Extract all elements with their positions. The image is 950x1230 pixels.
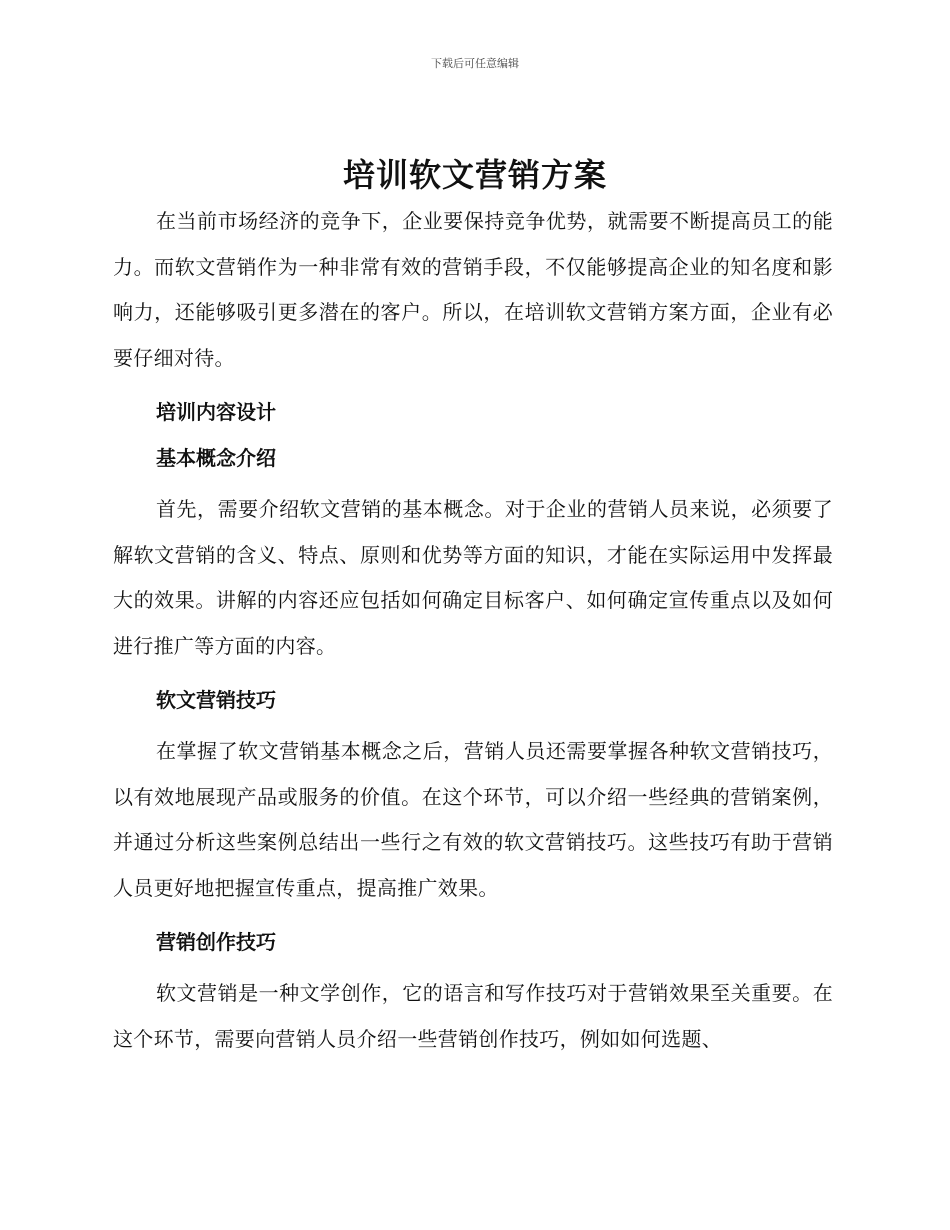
document-body bbox=[113, 199, 833, 1062]
skills-paragraph: 在掌握了软文营销基本概念之后，营销人员还需要掌握各种软文营销技巧，以有效地展现产品或服务的价值。在这个环节，可以介绍一些经典的营销案例，并通过分析这些案例总结出一些行之有效的软文营销技巧。这些技巧有助于营销人员更好地把握宣传重点，提高推广效果。 bbox=[113, 739, 833, 900]
heading-basic-concepts: 基本概念介绍 bbox=[156, 446, 276, 470]
basic-concepts-paragraph: 首先，需要介绍软文营销的基本概念。对于企业的营销人员来说，必须要了解软文营销的含义、特点、原则和优势等方面的知识，才能在实际运用中发挥最大的效果。讲解的内容还应包括如何确定目标客户、如何确定宣传重点以及如何进行推广等方面的内容。 bbox=[113, 497, 833, 658]
heading-soft-article-skills: 软文营销技巧 bbox=[156, 688, 276, 712]
creation-paragraph: 软文营销是一种文学创作，它的语言和写作技巧对于营销效果至关重要。在这个环节，需要向营销人员介绍一些营销创作技巧，例如如何选题、 bbox=[113, 981, 833, 1051]
heading-training-content: 培训内容设计 bbox=[156, 400, 276, 424]
document-title: 培训软文营销方案 bbox=[342, 156, 607, 194]
heading-creation-skills: 营销创作技巧 bbox=[156, 930, 276, 954]
intro-paragraph: 在当前市场经济的竞争下，企业要保持竞争优势，就需要不断提高员工的能力。而软文营销作为一种非常有效的营销手段，不仅能够提高企业的知名度和影响力，还能够吸引更多潜在的客户。所以，在培训软文营销方案方面，企业有必要仔细对待。 bbox=[113, 209, 833, 370]
page-header-note: 下载后可任意编辑 bbox=[431, 57, 519, 70]
